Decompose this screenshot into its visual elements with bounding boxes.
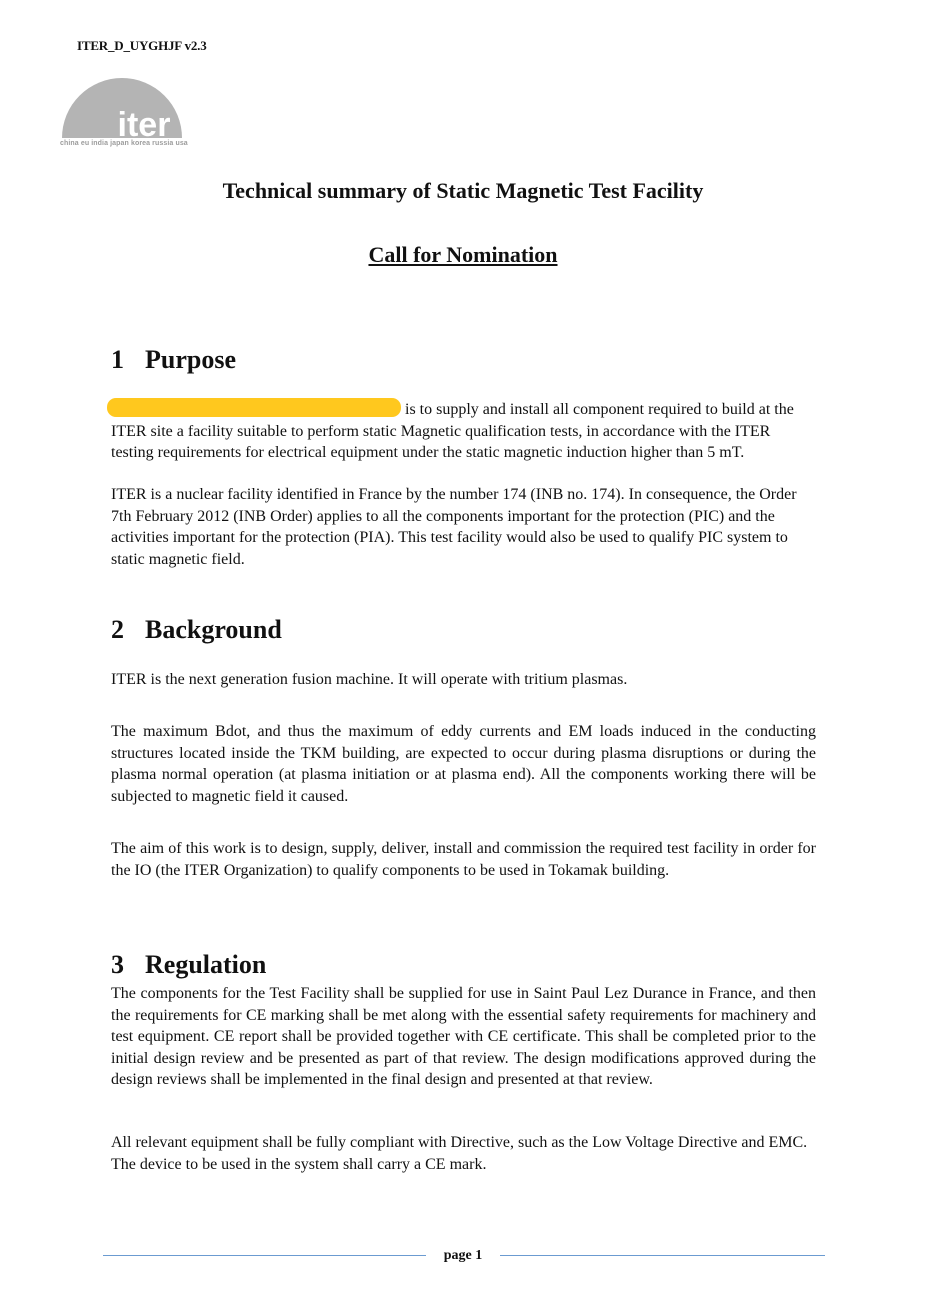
background-paragraph-1: ITER is the next generation fusion machine. It will operate with tritium plasmas. xyxy=(111,671,628,688)
document-id: ITER_D_UYGHJF v2.3 xyxy=(77,38,207,53)
section-title: Purpose xyxy=(145,345,236,374)
purpose-paragraph-2: ITER is a nuclear facility identified in France by the number 174 (INB no. 174). In consequence, the Order 7th February 2012 (INB Order) applies to all the components important for the protection (PIC) and the activities important for the protection (PIA). This test facility would also be used to qualify PIC system to static magnetic field. xyxy=(111,486,797,568)
redaction-highlight xyxy=(107,398,401,417)
background-paragraph-3: The aim of this work is to design, supply, deliver, install and commission the required test facility in order for the IO (the ITER Organization) to qualify components to be used in Tokamak building. xyxy=(111,840,816,879)
logo-tagline: china eu india japan korea russia usa xyxy=(60,140,188,147)
section-heading-background xyxy=(111,615,282,645)
section-number: 3 xyxy=(111,950,124,979)
logo-wordmark: iter xyxy=(117,106,171,140)
section-title: Background xyxy=(145,615,282,644)
background-paragraph-2: The maximum Bdot, and thus the maximum of eddy currents and EM loads induced in the conducting structures located inside the TKM building, are expected to occur during plasma disruptions or during the plasma normal operation (at plasma initiation or at plasma end). All the components working there will be subjected to magnetic field it caused. xyxy=(111,723,816,805)
section-heading-regulation xyxy=(111,950,266,980)
section-number: 2 xyxy=(111,615,124,644)
iter-logo-icon xyxy=(60,78,185,140)
document-subtitle: Call for Nomination xyxy=(368,242,558,267)
section-title: Regulation xyxy=(145,950,267,979)
regulation-paragraph-1: The components for the Test Facility shall be supplied for use in Saint Paul Lez Durance in France, and then the requirements for CE marking shall be met along with the essential safety requirements for machinery and test equipment. CE report shall be provided together with CE certificate. This shall be completed prior to the initial design review and be presented as part of that review. The design modifications approved during the design reviews shall be implemented in the final design and presented at that review. xyxy=(111,985,816,1088)
document-title: Technical summary of Static Magnetic Test Facility xyxy=(222,178,704,203)
regulation-paragraph-2: All relevant equipment shall be fully compliant with Directive, such as the Low Voltage Directive and EMC. The device to be used in the system shall carry a CE mark. xyxy=(111,1134,808,1173)
iter-logo xyxy=(60,78,220,153)
section-heading-purpose xyxy=(111,345,236,375)
page-number: page 1 xyxy=(443,1248,483,1263)
purpose-paragraph-1: is to supply and install all component required to build at the ITER site a facility suitable to perform static Magnetic qualification tests, in accordance with the ITER testing requirements for electrical equipment under the static magnetic induction higher than 5 mT. xyxy=(111,398,816,464)
section-number: 1 xyxy=(111,345,124,374)
